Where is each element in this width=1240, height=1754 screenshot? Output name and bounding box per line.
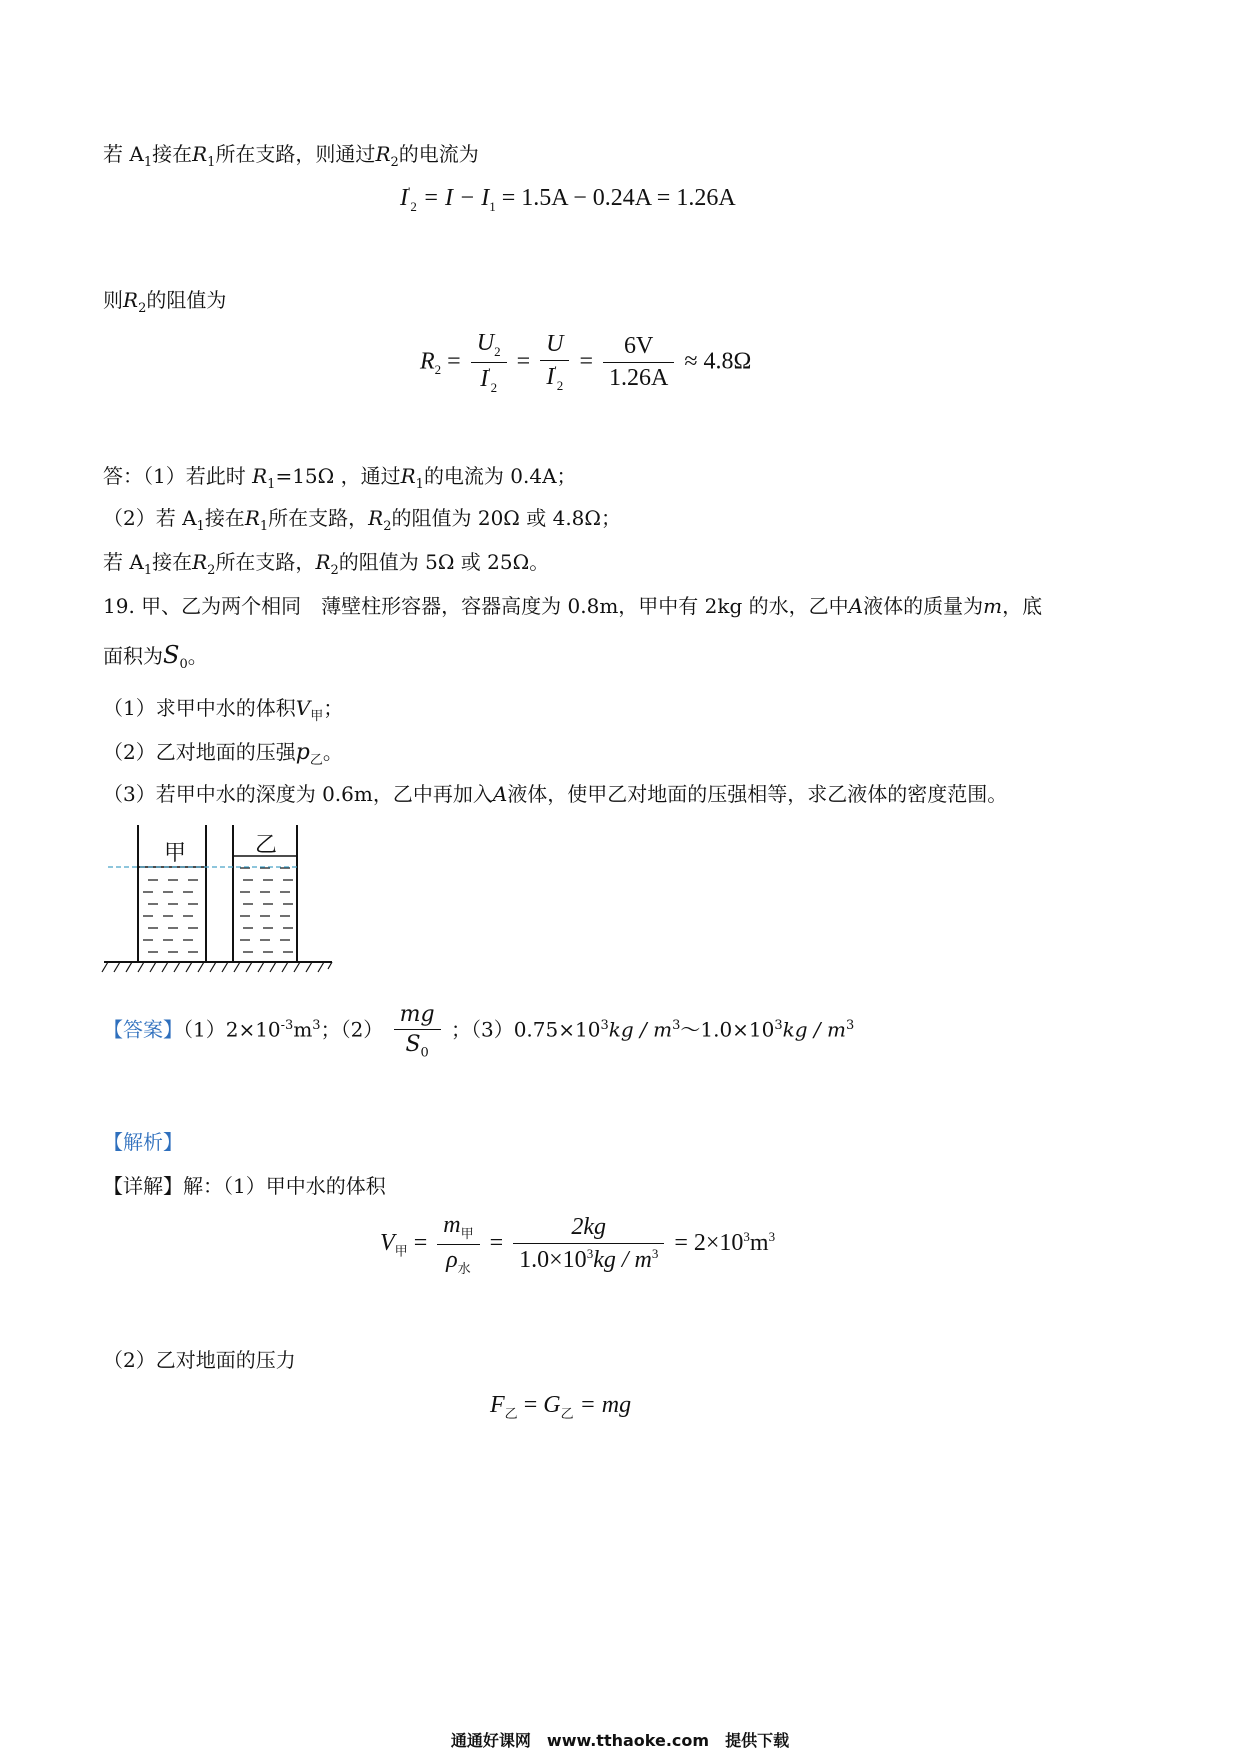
equation-water-volume: $V_甲$ = $\frac{m_甲}{\rho_水}$ = $\frac{2kg}{1.0\times 10^3kg / m^3}$ = $2\times 10^3m^3$ [380,1212,776,1276]
fraction-u2-over-i2: $\frac{U_2}{I'_2}$ [471,330,507,396]
question-19-stem: 19. 甲、乙为两个相同 薄壁柱形容器，容器高度为 0.8m，甲中有 2kg 的水，乙中A液体的质量为m，底 [103,594,1043,618]
fraction-6v-over-126a: $\frac{6V}{1.26A}$ [603,333,674,392]
fraction-u-over-i2: $\frac{U}{I'_2}$ [540,331,569,394]
answer-line-1: 答：（1）若此时 $R_1=15\Omega$ ，通过$R_1$的电流为 0.4A； [103,464,577,492]
answer-fraction-mg-over-s0: $\frac{mg}{S_0}$ [394,1002,441,1060]
fraction-mass-over-density: $\frac{m_甲}{\rho_水}$ [437,1212,479,1277]
container-jia-label: 甲 [164,841,187,866]
equation-r2-resistance: $R_2$ = $\frac{U_2}{I'_2}$ = $\frac{U}{I'_2}$ = $\frac{6V}{1.26A}$ ≈ 4.8Ω [420,330,752,395]
container-jia-water-hatch [143,880,198,952]
paragraph-current-r2-intro: 若 $A_1$接在$R_1$所在支路，则通过$R_2$的电流为 [103,142,479,170]
analysis-tag: 【解析】 [103,1130,183,1154]
equation-force: $F_乙 = G_乙$ = mg [490,1392,632,1421]
ground-hatch [102,962,332,972]
containers-figure [100,820,340,980]
equation-current-i2: $I'_2 = I - I_1 = 1.5A - 0.24A = 1.26A$ [400,184,736,214]
question-19-stem-cont: 面积为$S_0$。 [103,641,208,672]
fraction-2kg-over-density-value: $\frac{2kg}{1.0\times 10^3kg / m^3}$ [513,1214,664,1274]
paragraph-force-intro: （2）乙对地面的压力 [103,1348,296,1372]
paragraph-r2-resistance-intro: 则$R_2$的阻值为 [103,288,227,316]
page-footer: 通通好课网 www.tthaoke.com 提供下载 [450,1731,790,1750]
detail-line: 【详解】解：（1）甲中水的体积 [103,1174,386,1198]
container-yi-label: 乙 [255,833,278,858]
question-19-part-2: （2）乙对地面的压强$p_乙$。 [103,740,343,768]
answer-line-3: 若 $A_1$接在$R_2$所在支路，$R_2$的阻值为 5Ω 或 25Ω。 [103,550,550,578]
answer-section: 【答案】$(1)2\times 10^{-3}m^3$；（2） $\frac{mg}{S_0}$ ；$(3)0.75\times 10^3kg$ / $m^3\sim 1.0\times 10^3kg / m^3$ [103,1002,855,1061]
question-19-part-3: （3）若甲中水的深度为 0.6m，乙中再加入A液体，使甲乙对地面的压强相等，求乙液体的密度范围。 [103,782,1008,806]
answer-line-2: （2）若 $A_1$接在$R_1$所在支路，$R_2$的阻值为 20Ω 或 4.8Ω； [103,506,621,534]
answer-tag: 【答案】 [103,1017,183,1042]
question-19-part-1: （1）求甲中水的体积$V_甲$； [103,696,344,724]
container-yi-liquid-hatch [240,868,293,952]
